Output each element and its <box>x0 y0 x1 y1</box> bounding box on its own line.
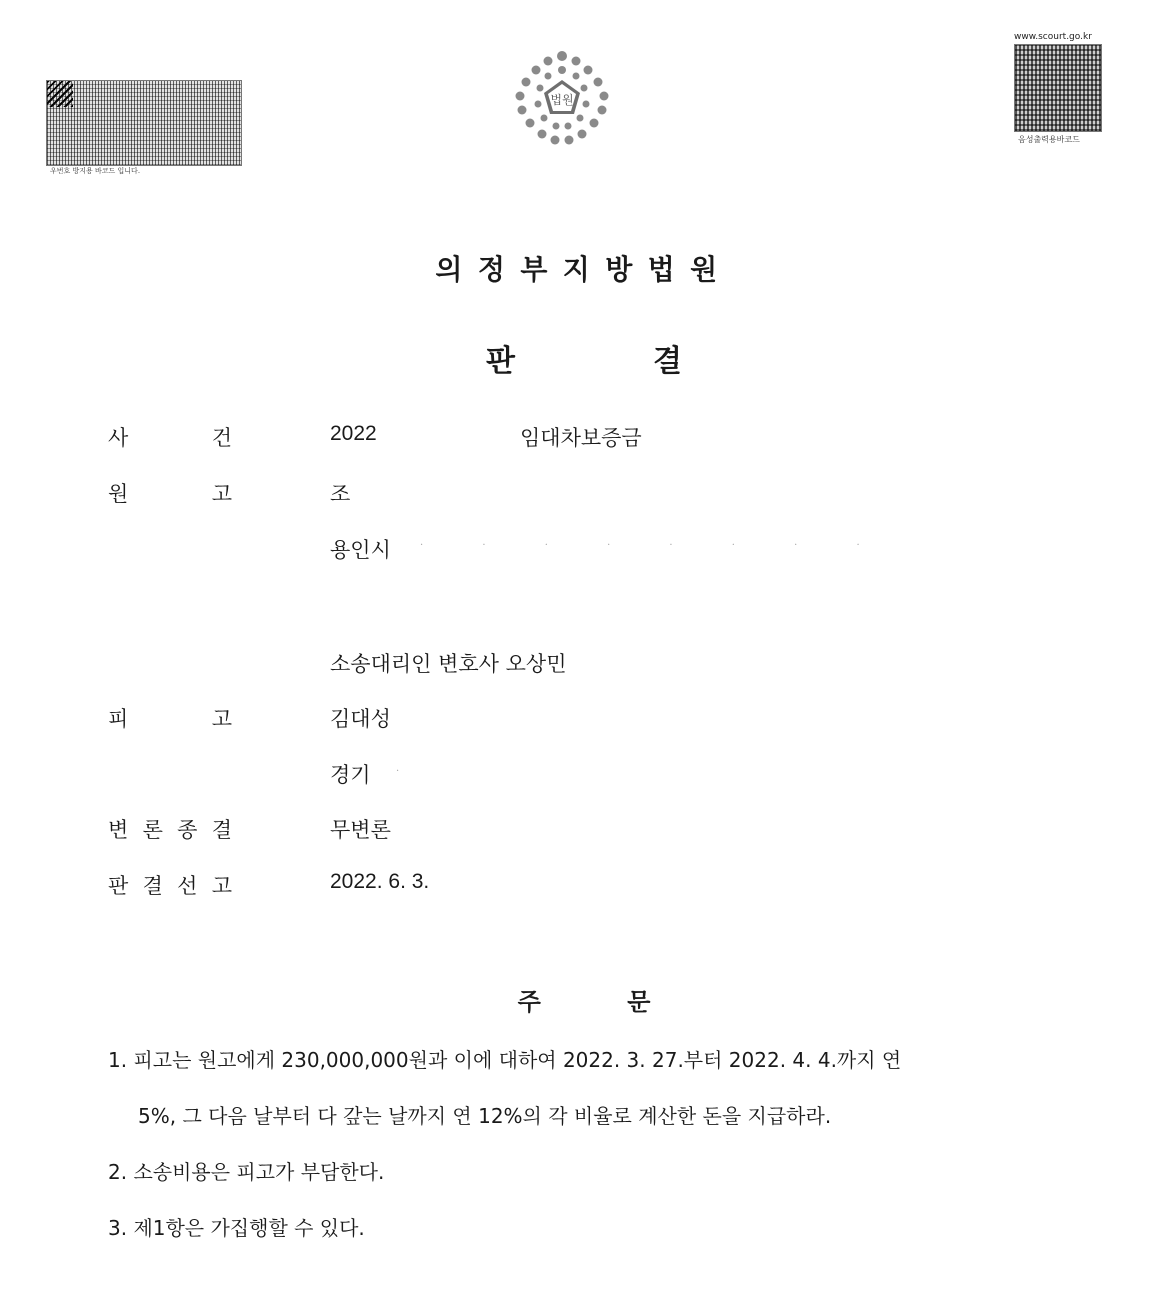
closing-label-char-2: 론 <box>142 818 163 842</box>
judgment-date-label-char-1: 판 <box>108 874 129 898</box>
defendant-label-char-1: 피 <box>108 707 129 731</box>
order-section-title: 주문 <box>517 988 737 1016</box>
case-label <box>108 422 232 452</box>
order-item-1-line-1: 1. 피고는 원고에게 230,000,000원과 이에 대하여 2022. 3. 27.부터 2022. 4. 4.까지 연 <box>108 1048 902 1072</box>
redacted-defendant-address-marks: · <box>396 766 428 777</box>
judgment-date-label-char-3: 선 <box>177 874 198 898</box>
judgment-date-label <box>108 870 232 900</box>
anti-forgery-barcode <box>46 80 242 166</box>
closing-label-char-3: 종 <box>177 818 198 842</box>
emblem-text: 법원 <box>550 93 574 107</box>
qr-caption: 음성출력용바코드 <box>1018 135 1080 144</box>
court-url: www.scourt.go.kr <box>1014 32 1092 42</box>
judgment-date: 2022. 6. 3. <box>330 870 430 893</box>
barcode-corner-mark <box>47 81 73 107</box>
closing-value: 무변론 <box>330 818 391 842</box>
plaintiff-label <box>108 478 232 508</box>
voice-output-barcode <box>1014 44 1102 132</box>
judgment-date-label-char-2: 결 <box>142 874 163 898</box>
defendant-name: 김대성 <box>330 707 391 731</box>
case-number: 2022 <box>330 422 377 445</box>
plaintiff-address: 용인시 <box>330 538 391 562</box>
judgment-date-label-char-4: 고 <box>211 874 232 898</box>
order-item-1-line-2: 5%, 그 다음 날부터 다 갚는 날까지 연 12%의 각 비율로 계산한 돈을 지급하라. <box>138 1104 832 1128</box>
order-item-3: 3. 제1항은 가집행할 수 있다. <box>108 1216 365 1240</box>
court-name: 의정부지방법원 <box>435 253 733 286</box>
court-emblem <box>508 46 616 154</box>
order-item-2: 2. 소송비용은 피고가 부담한다. <box>108 1160 385 1184</box>
document-title: 판결 <box>486 344 820 379</box>
plaintiff-label-char-2: 고 <box>211 482 232 506</box>
plaintiff-label-char-1: 원 <box>108 482 129 506</box>
defendant-address: 경기 <box>330 763 371 787</box>
case-label-char-2: 건 <box>211 426 232 450</box>
defendant-label <box>108 703 232 733</box>
barcode-caption: 우번호 방지용 바코드 입니다. <box>50 167 141 175</box>
closing-label-char-1: 변 <box>108 818 129 842</box>
closing-label <box>108 814 232 844</box>
redacted-address-marks: · · · · · · · · <box>420 540 888 551</box>
plaintiff-name: 조 <box>330 482 351 506</box>
case-subject: 임대차보증금 <box>520 426 642 450</box>
closing-label-char-4: 결 <box>211 818 232 842</box>
defendant-label-char-2: 고 <box>211 707 232 731</box>
case-label-char-1: 사 <box>108 426 129 450</box>
plaintiff-agent: 소송대리인 변호사 오상민 <box>330 652 567 676</box>
